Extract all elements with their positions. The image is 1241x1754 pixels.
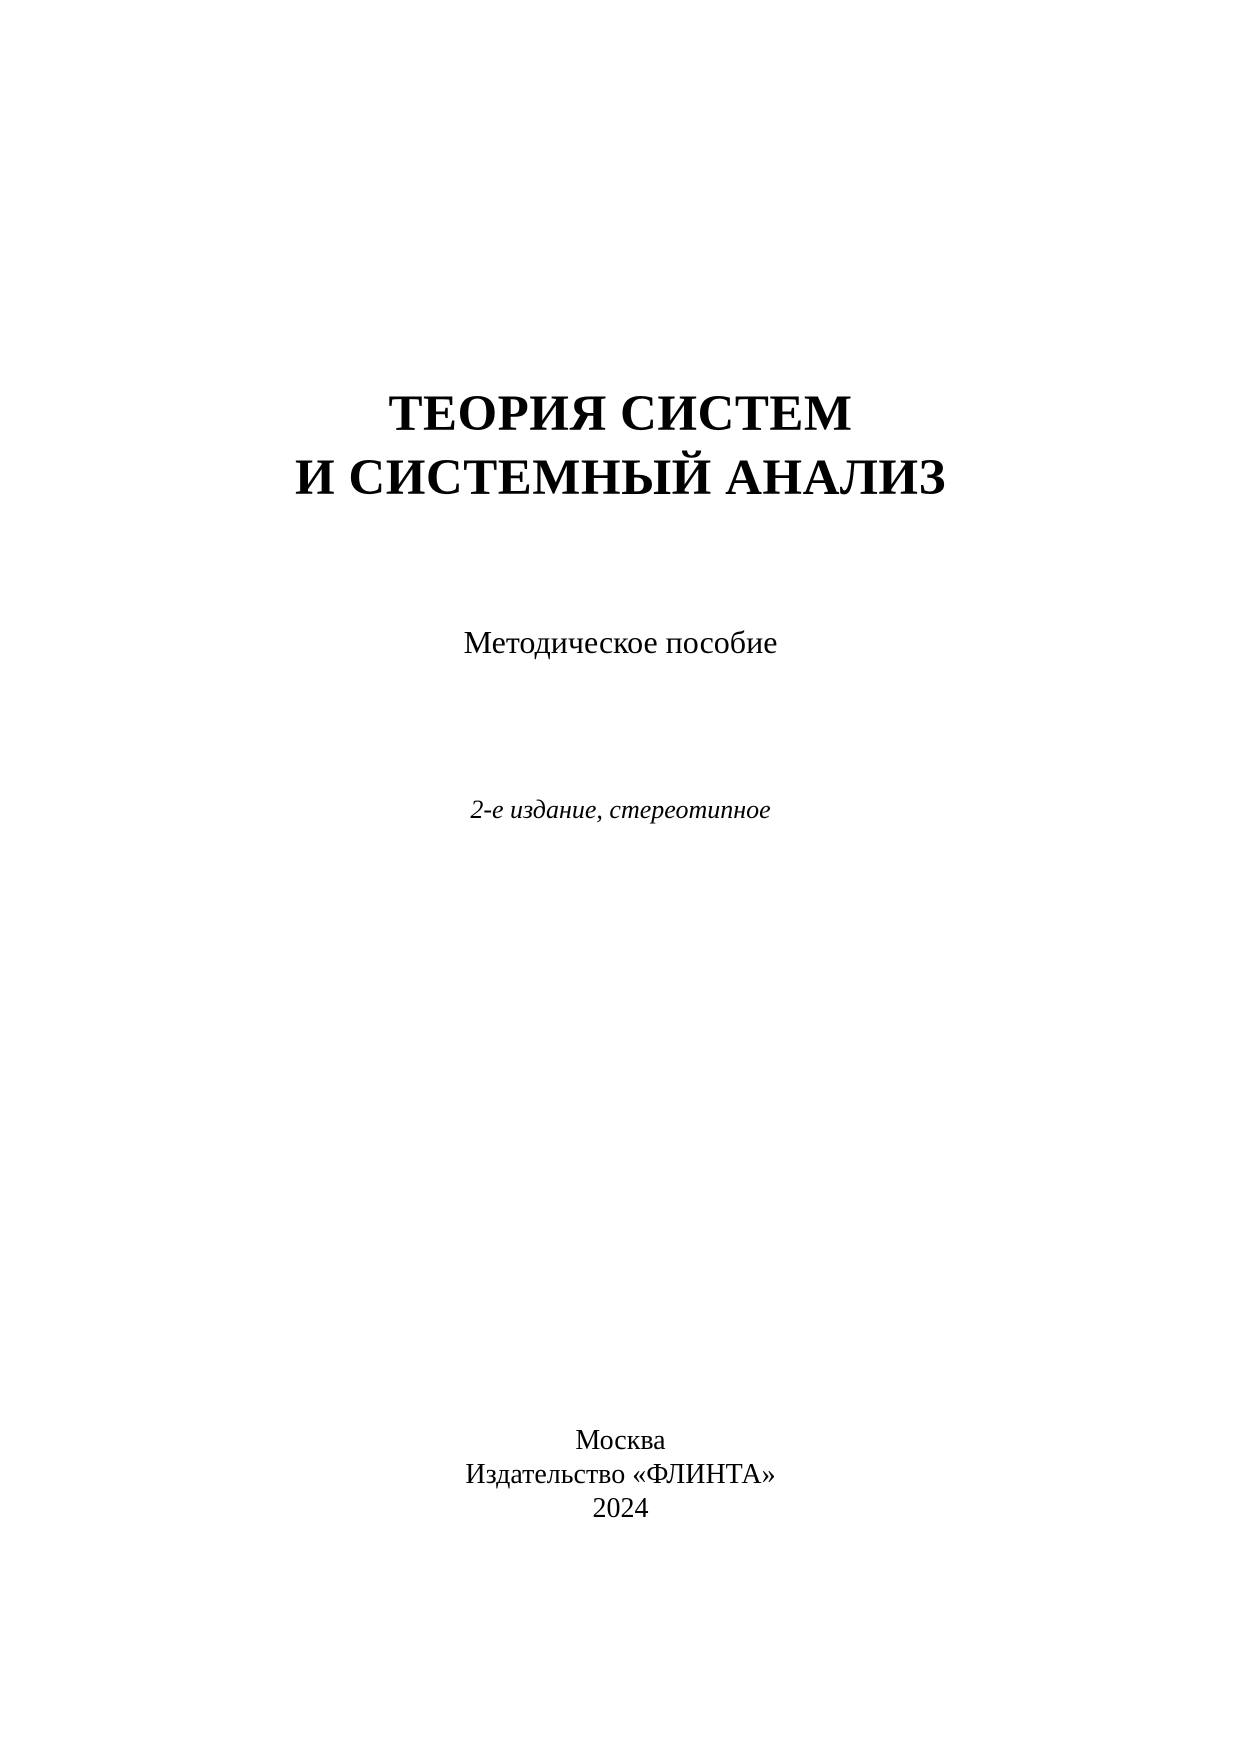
book-title-line-2: И СИСТЕМНЫЙ АНАЛИЗ bbox=[294, 450, 946, 506]
book-title-line-1: ТЕОРИЯ СИСТЕМ bbox=[388, 386, 853, 442]
imprint bbox=[0, 1424, 1241, 1526]
edition-note: 2-е издание, стереотипное bbox=[470, 795, 771, 824]
imprint-city: Москва bbox=[575, 1425, 666, 1456]
book-subtitle: Методическое пособие bbox=[463, 624, 778, 660]
imprint-year: 2024 bbox=[592, 1493, 649, 1524]
imprint-publisher: Издательство «ФЛИНТА» bbox=[465, 1459, 776, 1490]
book-title bbox=[0, 382, 1241, 510]
